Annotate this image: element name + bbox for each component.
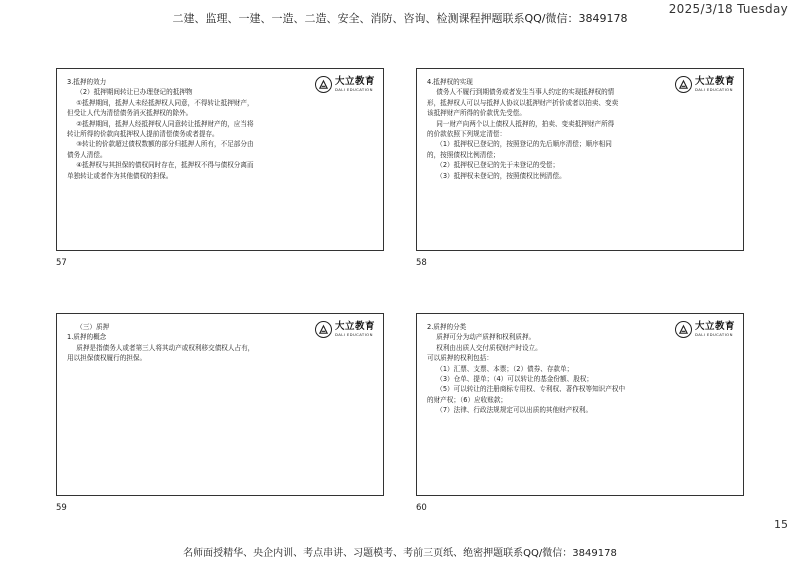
slide-heading: 4.抵押权的实现: [427, 78, 473, 86]
slide-line: （1）抵押权已登记的，按照登记的先后顺序清偿；顺序相同: [436, 140, 612, 149]
slide-line: （1）汇票、支票、本票；（2）债券、存款单；: [436, 364, 574, 373]
logo-name-en: DALI EDUCATION: [334, 332, 373, 337]
logo-emblem-icon: [675, 76, 692, 93]
slide-line: 转让所得的价款向抵押权人提前清偿债务或者提存。: [67, 130, 219, 139]
slide-line: ②抵押期间，抵押人经抵押权人同意转让抵押财产的，应当将: [76, 119, 254, 128]
slide-line: ③转让的价款超过债权数额的部分归抵押人所有，不足部分由: [76, 140, 254, 149]
logo-name-en: DALI EDUCATION: [334, 87, 373, 92]
slide-line: （7）法律、行政法规规定可以出质的其他财产权利。: [436, 406, 593, 415]
logo: [675, 76, 735, 93]
slide-heading: 2.质押的分类: [427, 323, 467, 331]
page-total: 15: [774, 518, 788, 531]
slide-line: （3）仓单、提单；（4）可以转让的基金份额、股权；: [436, 375, 593, 384]
slide-line: 同一财产向两个以上债权人抵押的，拍卖、变卖抵押财产所得: [436, 119, 615, 128]
slide-line: ①抵押期间，抵押人未经抵押权人同意，不得转让抵押财产，: [76, 98, 254, 107]
slide-line: 的，按照债权比例清偿；: [427, 150, 500, 159]
slide-line: 用以担保债权履行的担保。: [67, 354, 147, 363]
slide-line: 单独转让或者作为其他债权的担保。: [67, 171, 173, 180]
slide-line: 该抵押财产所得的价款优先受偿。: [427, 109, 526, 118]
slide-line: （2）抵押期间转让已办理登记的抵押物: [76, 88, 193, 97]
date-label: 2025/3/18 Tuesday: [668, 2, 788, 16]
slide-line: （2）抵押权已登记的先于未登记的受偿；: [436, 161, 560, 170]
slide-line: 但受让人代为清偿债务消灭抵押权的除外。: [67, 109, 193, 118]
slide-heading: （三）质押: [76, 323, 110, 331]
page-number: 57: [56, 258, 67, 268]
slide-line: 权利由出质人交付质权财产时设立。: [436, 343, 542, 352]
logo-emblem-icon: [315, 321, 332, 338]
bottom-banner: 名师面授精华、央企内训、考点串讲、习题模考、考前三页纸、绝密押题联系QQ/微信：3849178: [183, 548, 617, 559]
logo-name-cn: 大立教育: [694, 76, 735, 87]
slide-58: [416, 68, 744, 251]
slide-line: 形，抵押权人可以与抵押人协议以抵押财产折价或者以拍卖、变卖: [427, 98, 619, 107]
logo-name-cn: 大立教育: [334, 321, 375, 332]
slide-57: [56, 68, 384, 251]
slide-line: 质押是指债务人或者第三人将其动产或权利移交债权人占有，: [76, 343, 255, 352]
slide-line: 债务人清偿。: [67, 150, 107, 159]
slide-line: （3）抵押权未登记的，按照债权比例清偿。: [436, 171, 566, 180]
page-number: 58: [416, 258, 427, 268]
logo-name-en: DALI EDUCATION: [694, 87, 733, 92]
slide-line: 债务人不履行到期债务或者发生当事人约定的实现抵押权的情: [436, 88, 615, 97]
logo-emblem-icon: [315, 76, 332, 93]
top-banner: 二建、监理、一建、一造、二造、安全、消防、咨询、检测课程押题联系QQ/微信：3849178: [172, 12, 628, 25]
slide-line: （5）可以转让的注册商标专用权、专利权、著作权等知识产权中: [436, 385, 626, 394]
logo-emblem-icon: [675, 321, 692, 338]
slide-60: [416, 313, 744, 496]
page-number: 59: [56, 503, 67, 513]
page-number: 60: [416, 503, 427, 513]
slide-line: ④抵押权与其担保的债权同时存在，抵押权不得与债权分离而: [76, 161, 254, 170]
slide-59: [56, 313, 384, 496]
logo: [315, 321, 375, 338]
logo: [675, 321, 735, 338]
slide-line: 质押可分为动产质押和权利质押。: [436, 333, 536, 342]
logo-name-cn: 大立教育: [694, 321, 735, 332]
slide-heading: 3.抵押的效力: [67, 78, 107, 86]
slide-line: 1.质押的概念: [67, 333, 107, 342]
slide-line: 的价款依照下列规定清偿：: [427, 130, 507, 139]
slide-line: 的财产权；（6）应收账款；: [427, 395, 508, 404]
logo-name-en: DALI EDUCATION: [694, 332, 733, 337]
slide-line: 可以质押的权利包括：: [427, 354, 493, 363]
logo: [315, 76, 375, 93]
logo-name-cn: 大立教育: [334, 76, 375, 87]
